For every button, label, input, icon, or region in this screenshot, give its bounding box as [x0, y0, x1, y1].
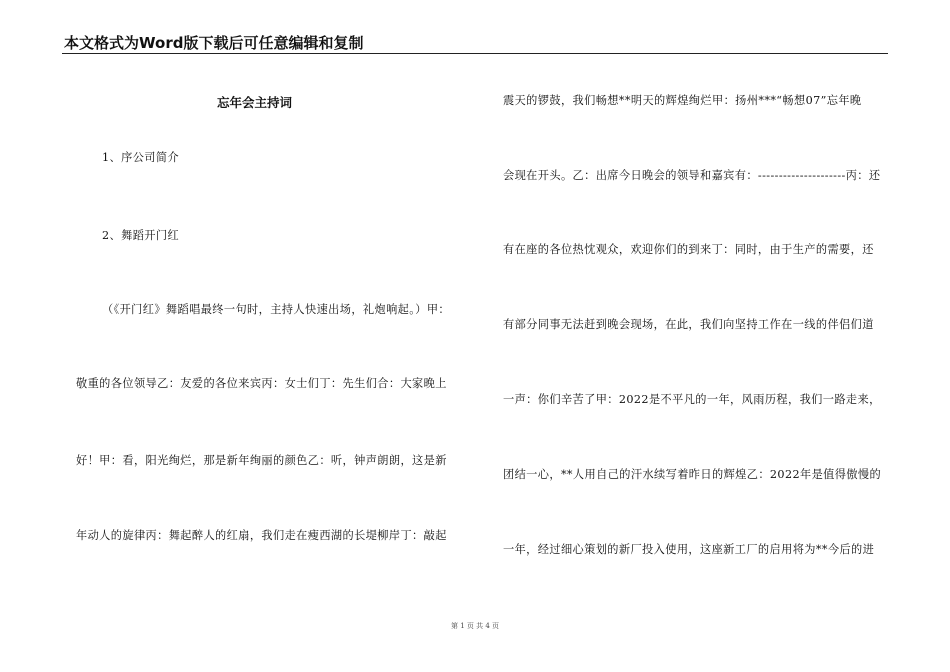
document-title: 忘年会主持词 [217, 95, 293, 110]
banner-divider [62, 53, 888, 54]
left-line-5: 好！甲：看，阳光绚烂，那是新年绚丽的颜色乙：听，钟声朗朗，这是新 [76, 454, 447, 467]
left-line-3: （《开门红》舞蹈唱最终一句时，主持人快速出场，礼炮响起。）甲： [102, 303, 451, 316]
right-line-5: 一声：你们辛苦了甲：2022是不平凡的一年，风雨历程，我们一路走来， [503, 393, 881, 406]
right-line-7: 一年，经过细心策划的新厂投入使用，这座新工厂的启用将为**今后的进 [503, 543, 875, 556]
left-line-6: 年动人的旋律丙：舞起醉人的红扇，我们走在瘦西湖的长堤柳岸丁：敲起 [76, 529, 447, 542]
page-number: 第 1 页 共 4 页 [450, 622, 500, 630]
right-line-2: 会现在开头。乙：出席今日晚会的领导和嘉宾有：---------------------丙：还 [503, 169, 881, 182]
left-line-4: 敬重的各位领导乙：友爱的各位来宾丙：女士们丁：先生们合：大家晚上 [76, 377, 447, 390]
left-line-1: 1、序公司简介 [102, 151, 180, 164]
right-line-6: 团结一心，**人用自己的汗水续写着昨日的辉煌乙：2022年是值得傲慢的 [503, 468, 882, 481]
right-line-3: 有在座的各位热忱观众，欢迎你们的到来丁：同时，由于生产的需要，还 [503, 243, 874, 256]
download-banner: 本文格式为Word版下载后可任意编辑和复制 [64, 34, 364, 52]
right-line-4: 有部分同事无法赶到晚会现场，在此，我们向坚持工作在一线的伴侣们道 [503, 318, 874, 331]
left-line-2: 2、舞蹈开门红 [102, 229, 180, 242]
right-line-1: 震天的锣鼓，我们畅想**明天的辉煌绚烂甲：扬州***“畅想07”忘年晚 [503, 94, 862, 107]
